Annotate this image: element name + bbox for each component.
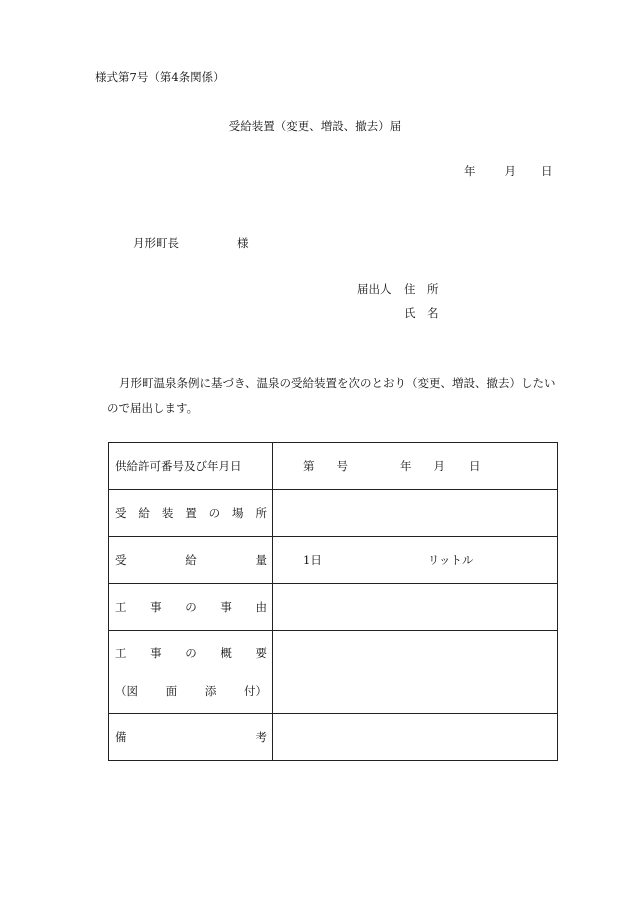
- date-year-label: 年: [464, 164, 476, 178]
- table-row: [109, 537, 558, 584]
- volume-day: 1日: [303, 553, 322, 567]
- form-number: 様式第7号（第4条関係）: [95, 70, 225, 84]
- permit-month: 月: [433, 459, 445, 473]
- date-line: [464, 164, 553, 178]
- row-value-volume[interactable]: [273, 537, 558, 584]
- table-row: [109, 584, 558, 631]
- permit-go: 号: [336, 459, 348, 473]
- volume-unit: リットル: [427, 553, 474, 567]
- row-label-volume: 受 給 量: [109, 537, 273, 584]
- table-row: [109, 631, 558, 714]
- row-label-reason: 工 事 の 事 由: [109, 584, 273, 631]
- table-row: [109, 490, 558, 537]
- applicant-label: 届出人: [357, 282, 392, 296]
- permit-dai: 第: [303, 459, 315, 473]
- row-label-permit: 供給許可番号及び年月日: [109, 443, 273, 490]
- date-day-label: 日: [541, 164, 553, 178]
- row-label-summary: 工 事 の 概 要 （図 面 添 付）: [109, 631, 273, 714]
- permit-year: 年: [400, 459, 412, 473]
- row-value-summary[interactable]: [273, 631, 558, 714]
- applicant-name-line: [404, 306, 439, 320]
- row-label-location: 受 給 装 置 の 場 所: [109, 490, 273, 537]
- date-month-label: 月: [504, 164, 516, 178]
- row-label-remarks: 備 考: [109, 714, 273, 761]
- body-text-line-2: ので届出します。: [107, 401, 199, 415]
- address-label: 住 所: [404, 282, 439, 296]
- table-row: [109, 714, 558, 761]
- name-label: 氏 名: [404, 306, 439, 320]
- row-value-remarks[interactable]: [273, 714, 558, 761]
- form-table: [108, 442, 558, 761]
- row-value-location[interactable]: [273, 490, 558, 537]
- page-title: 受給装置（変更、増設、撤去）届: [228, 119, 402, 133]
- body-text-line-1: 月形町温泉条例に基づき、温泉の受給装置を次のとおり（変更、増設、撤去）したい: [119, 376, 556, 390]
- applicant-address-line: [357, 282, 439, 296]
- addressee-name: 月形町長: [133, 236, 179, 250]
- addressee-honorific: 様: [237, 236, 249, 250]
- row-value-reason[interactable]: [273, 584, 558, 631]
- table-row: [109, 443, 558, 490]
- row-value-permit[interactable]: [273, 443, 558, 490]
- permit-day: 日: [469, 459, 481, 473]
- addressee: [133, 236, 249, 250]
